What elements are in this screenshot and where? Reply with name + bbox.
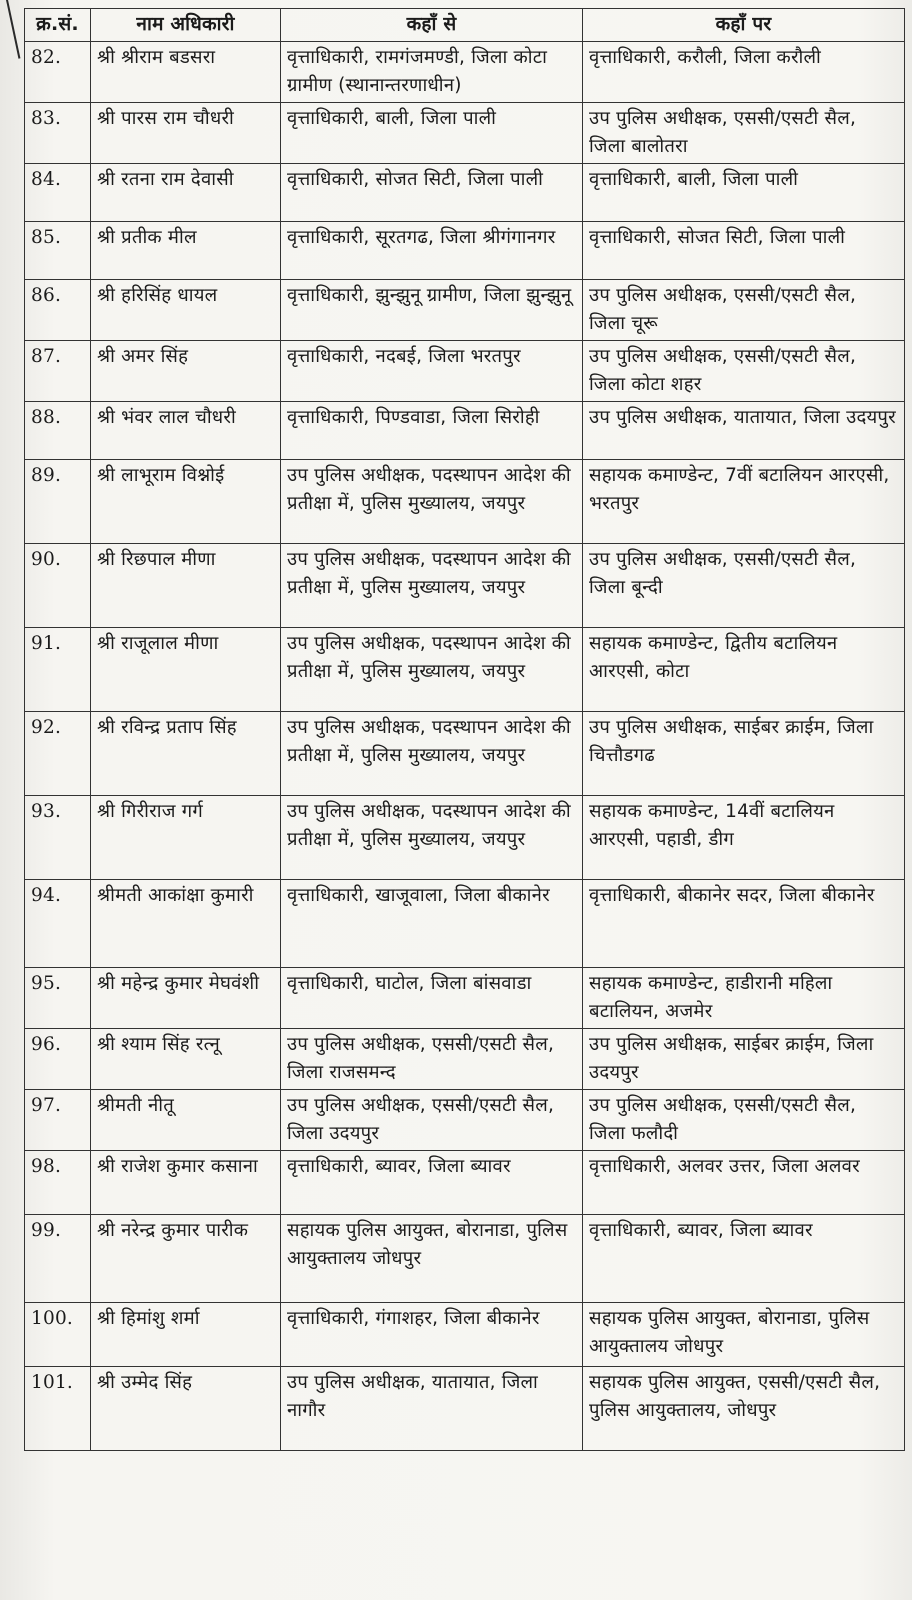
serial-number: 95.: [25, 968, 91, 1029]
officer-name: श्री हरिसिंह धायल: [91, 280, 281, 341]
serial-number: 99.: [25, 1215, 91, 1303]
officer-name: श्री महेन्द्र कुमार मेघवंशी: [91, 968, 281, 1029]
serial-number: 84.: [25, 164, 91, 222]
officer-name: श्री रिछपाल मीणा: [91, 544, 281, 628]
header-officer-name: नाम अधिकारी: [91, 9, 281, 42]
table-row: [25, 880, 905, 968]
to-posting: उप पुलिस अधीक्षक, एससी/एसटी सैल, जिला कोटा शहर: [583, 341, 905, 402]
table-row: [25, 460, 905, 544]
officer-name: श्री उम्मेद सिंह: [91, 1367, 281, 1451]
table-row: [25, 1303, 905, 1367]
header-to-posting: कहाँ पर: [583, 9, 905, 42]
from-posting: उप पुलिस अधीक्षक, यातायात, जिला नागौर: [281, 1367, 583, 1451]
table-row: [25, 402, 905, 460]
from-posting: वृत्ताधिकारी, बाली, जिला पाली: [281, 103, 583, 164]
to-posting: सहायक कमाण्डेन्ट, 7वीं बटालियन आरएसी, भरतपुर: [583, 460, 905, 544]
officer-name: श्रीमती आकांक्षा कुमारी: [91, 880, 281, 968]
serial-number: 97.: [25, 1090, 91, 1151]
to-posting: वृत्ताधिकारी, अलवर उत्तर, जिला अलवर: [583, 1151, 905, 1215]
to-posting: सहायक पुलिस आयुक्त, एससी/एसटी सैल, पुलिस आयुक्तालय, जोधपुर: [583, 1367, 905, 1451]
to-posting: सहायक पुलिस आयुक्त, बोरानाडा, पुलिस आयुक्तालय जोधपुर: [583, 1303, 905, 1367]
from-posting: वृत्ताधिकारी, पिण्डवाडा, जिला सिरोही: [281, 402, 583, 460]
table-row: [25, 42, 905, 103]
from-posting: वृत्ताधिकारी, नदबई, जिला भरतपुर: [281, 341, 583, 402]
from-posting: उप पुलिस अधीक्षक, पदस्थापन आदेश की प्रतीक्षा में, पुलिस मुख्यालय, जयपुर: [281, 796, 583, 880]
to-posting: वृत्ताधिकारी, बाली, जिला पाली: [583, 164, 905, 222]
from-posting: सहायक पुलिस आयुक्त, बोरानाडा, पुलिस आयुक्तालय जोधपुर: [281, 1215, 583, 1303]
serial-number: 100.: [25, 1303, 91, 1367]
from-posting: उप पुलिस अधीक्षक, पदस्थापन आदेश की प्रतीक्षा में, पुलिस मुख्यालय, जयपुर: [281, 544, 583, 628]
serial-number: 101.: [25, 1367, 91, 1451]
binder-edge-line: [6, 0, 20, 59]
from-posting: उप पुलिस अधीक्षक, एससी/एसटी सैल, जिला राजसमन्द: [281, 1029, 583, 1090]
table-row: [25, 341, 905, 402]
from-posting: वृत्ताधिकारी, खाजूवाला, जिला बीकानेर: [281, 880, 583, 968]
from-posting: उप पुलिस अधीक्षक, एससी/एसटी सैल, जिला उदयपुर: [281, 1090, 583, 1151]
serial-number: 85.: [25, 222, 91, 280]
from-posting: उप पुलिस अधीक्षक, पदस्थापन आदेश की प्रतीक्षा में, पुलिस मुख्यालय, जयपुर: [281, 712, 583, 796]
to-posting: उप पुलिस अधीक्षक, एससी/एसटी सैल, जिला बून्दी: [583, 544, 905, 628]
table-row: [25, 796, 905, 880]
to-posting: सहायक कमाण्डेन्ट, हाडीरानी महिला बटालियन, अजमेर: [583, 968, 905, 1029]
to-posting: उप पुलिस अधीक्षक, एससी/एसटी सैल, जिला चूरू: [583, 280, 905, 341]
table-row: [25, 1029, 905, 1090]
from-posting: वृत्ताधिकारी, सोजत सिटी, जिला पाली: [281, 164, 583, 222]
serial-number: 93.: [25, 796, 91, 880]
serial-number: 86.: [25, 280, 91, 341]
from-posting: उप पुलिस अधीक्षक, पदस्थापन आदेश की प्रतीक्षा में, पुलिस मुख्यालय, जयपुर: [281, 460, 583, 544]
table-row: [25, 1215, 905, 1303]
table-header-row: [25, 9, 905, 42]
table-row: [25, 544, 905, 628]
officer-name: श्री हिमांशु शर्मा: [91, 1303, 281, 1367]
serial-number: 87.: [25, 341, 91, 402]
table-row: [25, 968, 905, 1029]
officer-name: श्री रविन्द्र प्रताप सिंह: [91, 712, 281, 796]
officer-name: श्री गिरीराज गर्ग: [91, 796, 281, 880]
table-row: [25, 103, 905, 164]
to-posting: वृत्ताधिकारी, सोजत सिटी, जिला पाली: [583, 222, 905, 280]
to-posting: वृत्ताधिकारी, बीकानेर सदर, जिला बीकानेर: [583, 880, 905, 968]
to-posting: उप पुलिस अधीक्षक, साईबर क्राईम, जिला उदयपुर: [583, 1029, 905, 1090]
officer-name: श्री श्रीराम बडसरा: [91, 42, 281, 103]
table-row: [25, 1367, 905, 1451]
table-row: [25, 164, 905, 222]
officer-name: श्री अमर सिंह: [91, 341, 281, 402]
to-posting: वृत्ताधिकारी, करौली, जिला करौली: [583, 42, 905, 103]
header-serial: क्र.सं.: [25, 9, 91, 42]
officer-name: श्री प्रतीक मील: [91, 222, 281, 280]
serial-number: 92.: [25, 712, 91, 796]
officer-name: श्री रतना राम देवासी: [91, 164, 281, 222]
from-posting: वृत्ताधिकारी, घाटोल, जिला बांसवाडा: [281, 968, 583, 1029]
officer-name: श्री नरेन्द्र कुमार पारीक: [91, 1215, 281, 1303]
officer-name: श्री पारस राम चौधरी: [91, 103, 281, 164]
from-posting: वृत्ताधिकारी, रामगंजमण्डी, जिला कोटा ग्रामीण (स्थानान्तरणाधीन): [281, 42, 583, 103]
serial-number: 89.: [25, 460, 91, 544]
to-posting: वृत्ताधिकारी, ब्यावर, जिला ब्यावर: [583, 1215, 905, 1303]
serial-number: 82.: [25, 42, 91, 103]
officer-name: श्री राजेश कुमार कसाना: [91, 1151, 281, 1215]
serial-number: 88.: [25, 402, 91, 460]
serial-number: 83.: [25, 103, 91, 164]
serial-number: 91.: [25, 628, 91, 712]
serial-number: 96.: [25, 1029, 91, 1090]
to-posting: सहायक कमाण्डेन्ट, द्वितीय बटालियन आरएसी, कोटा: [583, 628, 905, 712]
from-posting: वृत्ताधिकारी, सूरतगढ, जिला श्रीगंगानगर: [281, 222, 583, 280]
table-row: [25, 280, 905, 341]
officer-name: श्री राजूलाल मीणा: [91, 628, 281, 712]
officer-name: श्री भंवर लाल चौधरी: [91, 402, 281, 460]
officer-name: श्रीमती नीतू: [91, 1090, 281, 1151]
to-posting: उप पुलिस अधीक्षक, एससी/एसटी सैल, जिला बालोतरा: [583, 103, 905, 164]
from-posting: वृत्ताधिकारी, ब्यावर, जिला ब्यावर: [281, 1151, 583, 1215]
from-posting: उप पुलिस अधीक्षक, पदस्थापन आदेश की प्रतीक्षा में, पुलिस मुख्यालय, जयपुर: [281, 628, 583, 712]
serial-number: 94.: [25, 880, 91, 968]
to-posting: उप पुलिस अधीक्षक, साईबर क्राईम, जिला चित्तौडगढ: [583, 712, 905, 796]
serial-number: 98.: [25, 1151, 91, 1215]
table-row: [25, 1090, 905, 1151]
to-posting: सहायक कमाण्डेन्ट, 14वीं बटालियन आरएसी, पहाडी, डीग: [583, 796, 905, 880]
to-posting: उप पुलिस अधीक्षक, एससी/एसटी सैल, जिला फलौदी: [583, 1090, 905, 1151]
serial-number: 90.: [25, 544, 91, 628]
officer-name: श्री लाभूराम विश्नोई: [91, 460, 281, 544]
from-posting: वृत्ताधिकारी, झुन्झुनू ग्रामीण, जिला झुन्झुनू: [281, 280, 583, 341]
table-row: [25, 222, 905, 280]
transfer-table: [24, 8, 905, 1451]
officer-name: श्री श्याम सिंह रत्नू: [91, 1029, 281, 1090]
table-row: [25, 628, 905, 712]
table-row: [25, 1151, 905, 1215]
header-from-posting: कहाँ से: [281, 9, 583, 42]
to-posting: उप पुलिस अधीक्षक, यातायात, जिला उदयपुर: [583, 402, 905, 460]
from-posting: वृत्ताधिकारी, गंगाशहर, जिला बीकानेर: [281, 1303, 583, 1367]
table-row: [25, 712, 905, 796]
